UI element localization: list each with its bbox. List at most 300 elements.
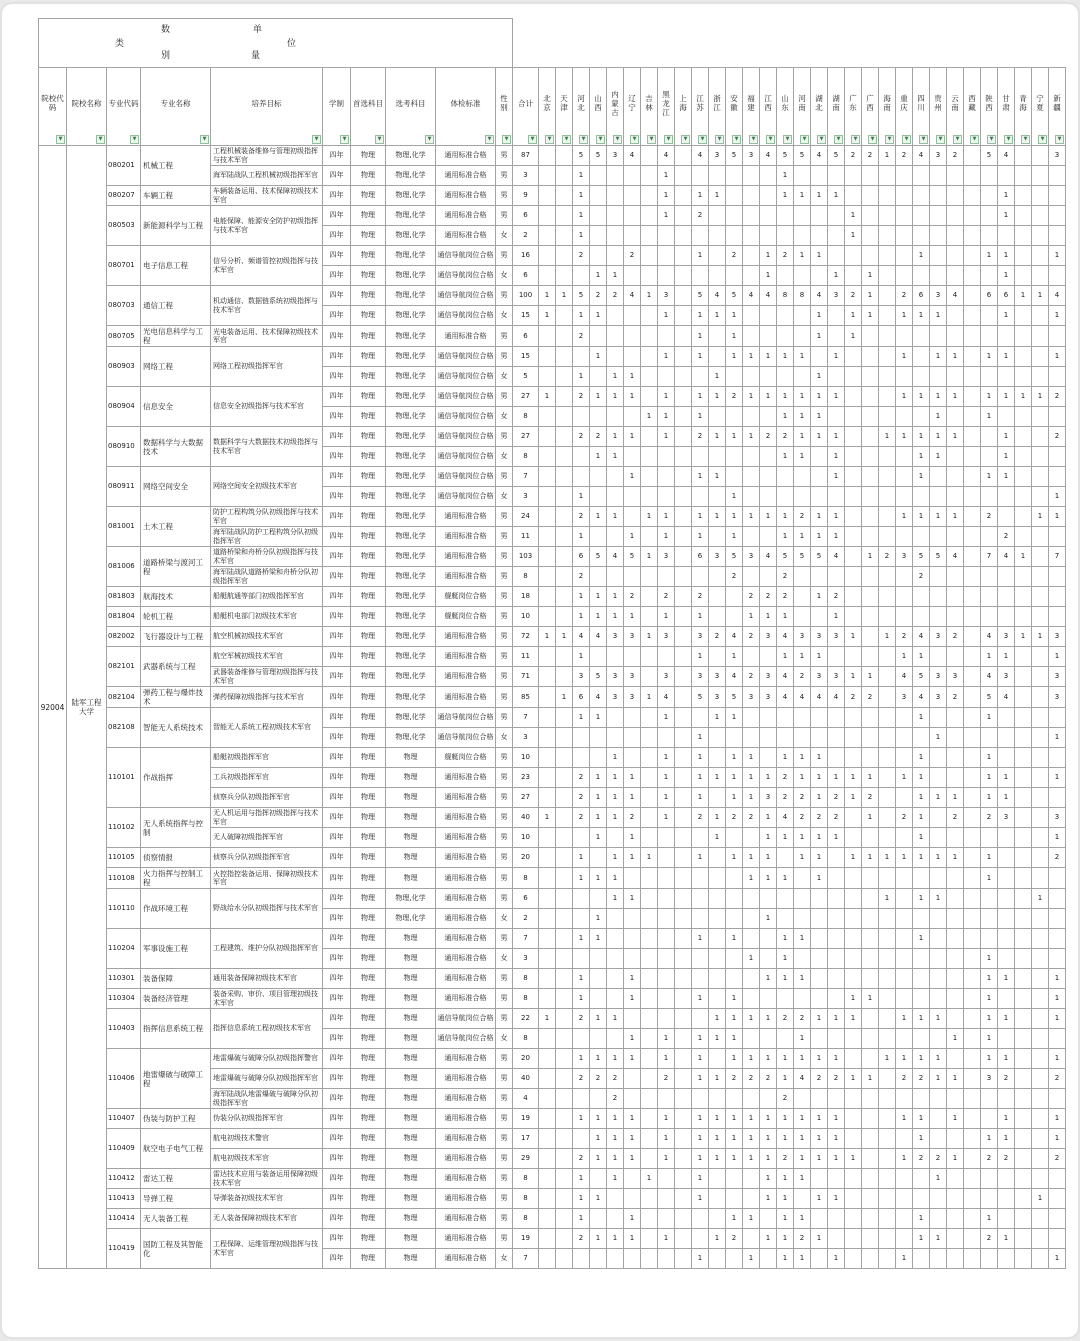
quota-cell: 1 [811,1229,828,1249]
quota-cell [675,909,692,929]
quota-cell [641,667,658,687]
quota-cell [539,828,556,848]
major-code-cell: 110301 [107,969,141,989]
quota-cell: 1 [913,808,930,828]
quota-cell [556,1209,573,1229]
province-header [811,68,828,146]
province-header-label: 广 西 [866,94,874,112]
quota-cell: 1 [692,929,709,949]
province-header [1015,68,1032,146]
quota-cell [998,507,1015,527]
quota-cell [947,768,964,788]
quota-cell [964,889,981,909]
elective-subject-cell: 物理,化学 [386,467,436,487]
physical-standard-cell: 通信导航岗位合格 [436,266,496,286]
quota-cell: 1 [573,206,590,226]
quota-cell [675,828,692,848]
filter-dropdown-button[interactable]: ▼ [528,135,537,144]
quota-cell [1015,728,1032,748]
quota-cell [862,1029,879,1049]
filter-dropdown-button[interactable]: ▼ [545,135,554,144]
quota-cell: 1 [760,1229,777,1249]
quota-cell [879,387,896,407]
quota-cell: 1 [624,467,641,487]
quota-cell [964,387,981,407]
province-header [879,68,896,146]
filter-dropdown-button[interactable]: ▼ [1021,135,1030,144]
quota-cell: 1 [743,387,760,407]
total-cell: 24 [513,507,539,527]
quota-cell: 1 [1049,969,1066,989]
quota-cell: 1 [760,1189,777,1209]
first-subject-cell: 物理 [351,989,386,1009]
gender-cell: 男 [496,607,513,627]
quota-cell [947,989,964,1009]
quota-cell: 1 [879,627,896,647]
filter-dropdown-button[interactable]: ▼ [96,135,105,144]
column-header-6 [323,68,351,146]
gender-cell: 男 [496,1229,513,1249]
quota-cell [590,166,607,186]
gender-cell: 男 [496,768,513,788]
quota-cell [692,567,709,587]
quota-cell [794,728,811,748]
filter-dropdown-button[interactable]: ▼ [732,135,741,144]
quota-cell: 1 [777,828,794,848]
quota-cell [624,567,641,587]
quota-cell: 1 [777,186,794,206]
quota-cell [964,1209,981,1229]
filter-dropdown-button[interactable]: ▼ [630,135,639,144]
filter-dropdown-button[interactable]: ▼ [970,135,979,144]
quota-cell: 1 [862,848,879,868]
filter-dropdown-button[interactable]: ▼ [647,135,656,144]
quota-cell: 4 [913,687,930,708]
quota-cell [913,527,930,547]
quota-cell [879,347,896,367]
quota-cell: 1 [760,909,777,929]
quota-cell [964,1069,981,1089]
quota-cell: 1 [692,1249,709,1269]
quota-cell: 5 [624,547,641,567]
quota-cell [556,1029,573,1049]
quota-cell [1015,166,1032,186]
quota-cell [1032,909,1049,929]
quota-cell: 1 [913,1009,930,1029]
physical-standard-cell: 通用标准合格 [436,868,496,889]
quota-cell [573,909,590,929]
quota-cell [658,487,675,507]
quota-cell: 4 [896,667,913,687]
quota-cell [726,186,743,206]
quota-cell [964,1229,981,1249]
quota-cell [998,166,1015,186]
training-target-cell: 船艇航通等部门初级指挥军官 [211,587,323,607]
filter-dropdown-button[interactable]: ▼ [130,135,139,144]
quota-cell: 1 [607,848,624,868]
quota-cell [1032,306,1049,326]
quota-cell: 1 [777,647,794,667]
years-cell: 四年 [323,1049,351,1069]
total-cell: 6 [513,326,539,347]
filter-dropdown-button[interactable]: ▼ [596,135,605,144]
quota-cell [760,527,777,547]
quota-cell: 1 [658,527,675,547]
quota-cell [896,266,913,286]
quota-cell [981,367,998,387]
filter-dropdown-button[interactable]: ▼ [902,135,911,144]
elective-subject-cell: 物理 [386,848,436,868]
quota-cell [692,1209,709,1229]
quota-cell [539,567,556,587]
filter-dropdown-button[interactable]: ▼ [681,135,690,144]
quota-cell: 1 [794,407,811,427]
quota-cell: 5 [777,146,794,166]
elective-subject-cell: 物理,化学 [386,708,436,728]
quota-cell: 4 [828,687,845,708]
quota-cell: 5 [590,146,607,166]
quota-cell [879,687,896,708]
quota-cell [930,527,947,547]
quota-cell: 5 [777,547,794,567]
filter-dropdown-button[interactable]: ▼ [56,135,65,144]
quota-cell: 1 [1032,286,1049,306]
physical-standard-cell: 通用标准合格 [436,1129,496,1149]
quota-cell [879,969,896,989]
quota-cell: 1 [1049,487,1066,507]
total-cell: 20 [513,1049,539,1069]
quota-cell: 5 [794,547,811,567]
quota-cell: 2 [692,206,709,226]
filter-dropdown-button[interactable]: ▼ [851,135,860,144]
quota-cell [692,1009,709,1029]
quota-cell [743,969,760,989]
quota-cell [1049,367,1066,387]
training-target-cell: 电能保障、能源安全防护初级指挥与技术军官 [211,206,323,246]
filter-dropdown-button[interactable]: ▼ [953,135,962,144]
filter-dropdown-button[interactable]: ▼ [749,135,758,144]
quota-cell [845,949,862,969]
province-header-label: 辽 宁 [628,94,636,112]
quota-cell [930,326,947,347]
total-cell: 27 [513,427,539,447]
quota-cell: 2 [828,587,845,607]
quota-cell: 2 [743,667,760,687]
elective-subject-cell: 物理,化学 [386,547,436,567]
quota-cell: 2 [726,1069,743,1089]
quota-cell: 1 [624,788,641,808]
quota-cell: 1 [692,1169,709,1189]
total-cell: 7 [513,1249,539,1269]
quota-cell [1032,949,1049,969]
filter-dropdown-button[interactable]: ▼ [783,135,792,144]
quota-cell: 3 [658,286,675,306]
quota-cell [947,929,964,949]
filter-dropdown-button[interactable]: ▼ [919,135,928,144]
quota-cell: 1 [692,848,709,868]
quota-cell: 1 [726,989,743,1009]
quota-cell [1015,909,1032,929]
gender-cell: 男 [496,286,513,306]
quota-cell [981,929,998,949]
quota-cell [641,1149,658,1169]
quota-cell [1049,166,1066,186]
training-target-cell: 船艇机电部门初级技术军官 [211,607,323,627]
quota-cell: 6 [913,286,930,306]
filter-dropdown-button[interactable]: ▼ [485,135,494,144]
quota-cell: 1 [607,788,624,808]
quota-cell [556,788,573,808]
quota-cell [743,708,760,728]
filter-dropdown-button[interactable]: ▼ [425,135,434,144]
quota-cell: 4 [743,286,760,306]
quota-cell [556,527,573,547]
quota-cell: 1 [998,969,1015,989]
quota-cell [726,367,743,387]
gender-cell: 男 [496,828,513,848]
column-header-5 [211,68,323,146]
filter-dropdown-button[interactable]: ▼ [766,135,775,144]
gender-cell: 男 [496,206,513,226]
training-target-cell: 导弹装备初级技术军官 [211,1189,323,1209]
quota-cell: 2 [896,286,913,306]
filter-dropdown-button[interactable]: ▼ [200,135,209,144]
quota-cell [556,808,573,828]
filter-dropdown-button[interactable]: ▼ [1055,135,1064,144]
quota-cell [794,326,811,347]
quota-cell [964,1089,981,1109]
quota-cell: 1 [913,1229,930,1249]
first-subject-cell: 物理 [351,1049,386,1069]
gender-cell: 男 [496,166,513,186]
quota-cell [1015,1169,1032,1189]
quota-cell [1015,647,1032,667]
filter-dropdown-button[interactable]: ▼ [664,135,673,144]
quota-cell: 1 [760,607,777,627]
quota-cell [726,587,743,607]
quota-cell [1049,467,1066,487]
quota-cell: 1 [845,1009,862,1029]
major-code-cell: 110102 [107,808,141,848]
training-target-cell: 机动通信、数据链系统初级指挥与技术军官 [211,286,323,326]
quota-cell: 1 [913,929,930,949]
table-row [39,748,1066,768]
elective-subject-cell: 物理,化学 [386,166,436,186]
quota-cell [879,507,896,527]
quota-cell [811,467,828,487]
quota-cell: 1 [573,487,590,507]
quota-cell [998,1029,1015,1049]
filter-dropdown-button[interactable]: ▼ [817,135,826,144]
filter-dropdown-button[interactable]: ▼ [698,135,707,144]
quota-cell [1049,587,1066,607]
quota-cell [981,1089,998,1109]
quota-cell: 1 [811,1149,828,1169]
quota-cell [930,949,947,969]
quota-cell: 1 [726,768,743,788]
filter-dropdown-button[interactable]: ▼ [868,135,877,144]
quota-cell: 3 [709,667,726,687]
province-header [726,68,743,146]
filter-dropdown-button[interactable]: ▼ [579,135,588,144]
quota-cell: 3 [607,146,624,166]
quota-cell [896,1229,913,1249]
filter-dropdown-button[interactable]: ▼ [1038,135,1047,144]
quota-cell [607,728,624,748]
quota-cell [845,1249,862,1269]
quota-cell [828,868,845,889]
first-subject-cell: 物理 [351,467,386,487]
quota-cell: 5 [913,667,930,687]
quota-cell: 1 [658,768,675,788]
quota-cell: 3 [981,1069,998,1089]
table-row [39,146,1066,166]
filter-dropdown-button[interactable]: ▼ [800,135,809,144]
quota-cell: 1 [1032,387,1049,407]
years-cell: 四年 [323,1169,351,1189]
quota-cell [1049,1029,1066,1049]
quota-cell: 2 [1049,387,1066,407]
table-row [39,1229,1066,1249]
quota-cell [862,708,879,728]
total-cell: 3 [513,728,539,748]
quota-cell [743,407,760,427]
quota-cell [624,748,641,768]
filter-dropdown-button[interactable]: ▼ [613,135,622,144]
filter-dropdown-button[interactable]: ▼ [834,135,843,144]
filter-dropdown-button[interactable]: ▼ [340,135,349,144]
filter-dropdown-button[interactable]: ▼ [987,135,996,144]
filter-dropdown-button[interactable]: ▼ [375,135,384,144]
major-code-cell: 082101 [107,647,141,687]
province-header-label: 陕 西 [985,94,993,112]
quota-cell [726,828,743,848]
quota-cell: 1 [896,427,913,447]
quota-cell [981,527,998,547]
quota-cell [624,407,641,427]
filter-dropdown-button[interactable]: ▼ [715,135,724,144]
quota-cell: 1 [624,1049,641,1069]
training-target-cell: 车辆装备运用、技术保障初级技术军官 [211,186,323,206]
quota-cell: 4 [726,667,743,687]
years-cell: 四年 [323,407,351,427]
quota-cell: 1 [828,1129,845,1149]
quota-cell [862,527,879,547]
quota-cell [862,166,879,186]
quota-cell [947,206,964,226]
quota-cell: 1 [692,748,709,768]
gender-cell: 男 [496,1209,513,1229]
filter-dropdown-button[interactable]: ▼ [936,135,945,144]
quota-cell: 1 [726,848,743,868]
quota-cell [1015,1089,1032,1109]
training-target-cell: 光电装备运用、技术保障初级技术军官 [211,326,323,347]
quota-cell [845,387,862,407]
quota-cell [539,647,556,667]
province-header [556,68,573,146]
quota-cell: 1 [658,186,675,206]
quota-cell [1015,1109,1032,1129]
quota-cell: 1 [709,387,726,407]
major-name-cell: 地雷爆破与破障工程 [141,1049,211,1109]
quota-cell [692,868,709,889]
quota-cell: 1 [607,808,624,828]
first-subject-cell: 物理 [351,909,386,929]
quota-cell: 1 [692,246,709,266]
quota-cell [760,889,777,909]
quota-cell: 1 [879,848,896,868]
quota-cell [675,989,692,1009]
quota-cell: 1 [658,708,675,728]
years-cell: 四年 [323,1129,351,1149]
quota-cell: 1 [845,306,862,326]
quota-cell: 3 [1049,667,1066,687]
quota-cell [828,989,845,1009]
quota-cell: 1 [981,387,998,407]
quota-cell [760,166,777,186]
physical-standard-cell: 通用标准合格 [436,929,496,949]
filter-dropdown-button[interactable]: ▼ [562,135,571,144]
first-subject-cell: 物理 [351,407,386,427]
quota-cell [981,909,998,929]
filter-dropdown-button[interactable]: ▼ [502,135,511,144]
elective-subject-cell: 物理 [386,788,436,808]
column-header-label: 专业代码 [108,98,139,108]
total-cell: 27 [513,788,539,808]
quota-cell [879,1009,896,1029]
quota-cell [930,1209,947,1229]
physical-standard-cell: 通信导航岗位合格 [436,407,496,427]
quota-cell [709,868,726,889]
total-cell: 8 [513,969,539,989]
quota-cell [998,889,1015,909]
college-name-cell: 陆军工程大学 [67,146,107,1269]
quota-cell: 1 [947,1069,964,1089]
column-header-label: 体检标准 [450,98,481,108]
quota-cell: 1 [743,1049,760,1069]
province-header [981,68,998,146]
province-header [692,68,709,146]
quota-cell: 4 [811,687,828,708]
quota-cell [641,1229,658,1249]
training-target-cell: 弹药保障初级指挥与技术军官 [211,687,323,708]
quota-cell [981,186,998,206]
quota-cell: 1 [794,1249,811,1269]
quota-cell [896,527,913,547]
quota-cell [947,969,964,989]
quota-cell: 5 [726,547,743,567]
first-subject-cell: 物理 [351,1069,386,1089]
quota-cell [1032,527,1049,547]
quota-cell: 2 [981,1229,998,1249]
quota-cell [811,347,828,367]
quota-cell [641,607,658,627]
quota-cell: 1 [896,647,913,667]
quota-cell: 1 [862,1069,879,1089]
filter-dropdown-button[interactable]: ▼ [1004,135,1013,144]
quota-cell [981,1249,998,1269]
quota-cell: 1 [930,347,947,367]
major-code-cell: 080703 [107,286,141,326]
quota-cell [556,246,573,266]
quota-cell: 1 [862,989,879,1009]
band-label-char: 类 [115,39,125,49]
quota-cell: 2 [998,1149,1015,1169]
quota-cell: 2 [624,808,641,828]
filter-dropdown-button[interactable]: ▼ [885,135,894,144]
quota-cell [947,166,964,186]
filter-dropdown-button[interactable]: ▼ [312,135,321,144]
